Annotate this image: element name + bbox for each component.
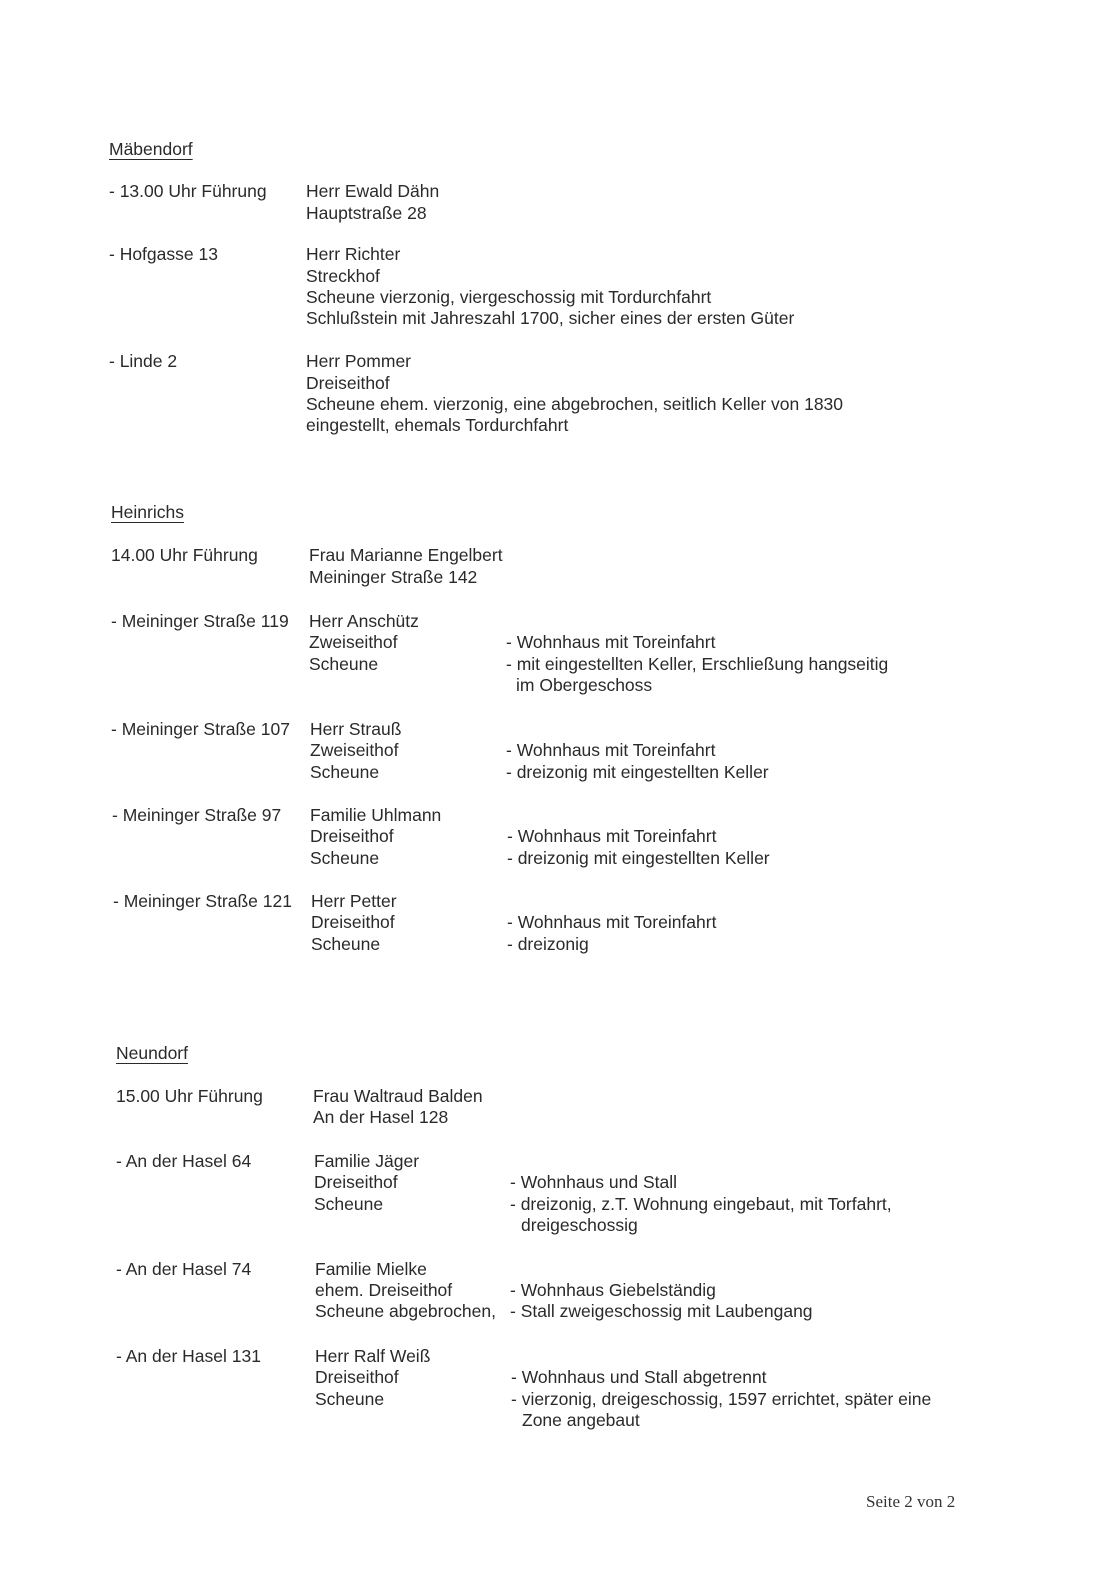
entry-note: - Wohnhaus mit Toreinfahrt bbox=[506, 740, 716, 760]
entry-line: Herr Ralf Weiß bbox=[315, 1346, 431, 1366]
section-heading-maebendorf: Mäbendorf bbox=[109, 139, 193, 159]
entry-label: - Hofgasse 13 bbox=[109, 244, 218, 264]
entry-line: Frau Marianne Engelbert bbox=[309, 545, 503, 565]
entry-note: - Wohnhaus mit Toreinfahrt bbox=[507, 912, 717, 932]
entry-line: Zweiseithof bbox=[310, 740, 399, 760]
entry-line: Familie Mielke bbox=[315, 1259, 427, 1279]
entry-note: - Wohnhaus mit Toreinfahrt bbox=[506, 632, 716, 652]
entry-line: Dreiseithof bbox=[315, 1367, 399, 1387]
section-heading-neundorf: Neundorf bbox=[116, 1043, 188, 1063]
entry-line: Frau Waltraud Balden bbox=[313, 1086, 483, 1106]
entry-label: - Linde 2 bbox=[109, 351, 178, 371]
entry-line: Schlußstein mit Jahreszahl 1700, sicher eines der ersten Güter bbox=[306, 308, 795, 328]
entry-line: Streckhof bbox=[306, 266, 380, 286]
entry-label: - Meininger Straße 97 bbox=[112, 805, 282, 825]
page-number: Seite 2 von 2 bbox=[866, 1492, 956, 1511]
entry-note: - Stall zweigeschossig mit Laubengang bbox=[510, 1301, 813, 1321]
entry-label: - An der Hasel 64 bbox=[116, 1151, 252, 1171]
entry-label: - Meininger Straße 119 bbox=[111, 611, 289, 631]
entry-line: Herr Petter bbox=[311, 891, 397, 911]
entry-note: - mit eingestellten Keller, Erschließung hangseitig bbox=[506, 654, 889, 674]
entry-line: An der Hasel 128 bbox=[313, 1107, 449, 1127]
entry-line: Herr Anschütz bbox=[309, 611, 419, 631]
entry-line: Familie Jäger bbox=[314, 1151, 420, 1171]
entry-note: - Wohnhaus und Stall abgetrennt bbox=[511, 1367, 767, 1387]
entry-note: dreigeschossig bbox=[521, 1215, 638, 1235]
entry-label: - An der Hasel 131 bbox=[116, 1346, 261, 1366]
entry-note: - vierzonig, dreigeschossig, 1597 errichtet, später eine bbox=[511, 1389, 932, 1409]
entry-line: Herr Richter bbox=[306, 244, 401, 264]
entry-label: - 13.00 Uhr Führung bbox=[109, 181, 267, 201]
section-heading-heinrichs: Heinrichs bbox=[111, 502, 184, 522]
entry-line: Dreiseithof bbox=[306, 373, 390, 393]
entry-line: eingestellt, ehemals Tordurchfahrt bbox=[306, 415, 569, 435]
entry-line: Scheune abgebrochen, bbox=[315, 1301, 496, 1321]
entry-note: - Wohnhaus Giebelständig bbox=[510, 1280, 716, 1300]
entry-line: Meininger Straße 142 bbox=[309, 567, 478, 587]
entry-line: Familie Uhlmann bbox=[310, 805, 442, 825]
entry-note: - dreizonig, z.T. Wohnung eingebaut, mit Torfahrt, bbox=[510, 1194, 892, 1214]
entry-label: 15.00 Uhr Führung bbox=[116, 1086, 263, 1106]
entry-note: - dreizonig bbox=[507, 934, 589, 954]
entry-line: Scheune bbox=[309, 654, 379, 674]
entry-line: Scheune ehem. vierzonig, eine abgebrochen, seitlich Keller von 1830 bbox=[306, 394, 844, 414]
entry-line: Scheune bbox=[310, 848, 380, 868]
entry-line: Scheune bbox=[315, 1389, 385, 1409]
entry-line: Scheune bbox=[314, 1194, 384, 1214]
entry-note: im Obergeschoss bbox=[516, 675, 653, 695]
entry-note: Zone angebaut bbox=[522, 1410, 640, 1430]
entry-line: Scheune bbox=[310, 762, 380, 782]
entry-note: - Wohnhaus und Stall bbox=[510, 1172, 678, 1192]
entry-label: 14.00 Uhr Führung bbox=[111, 545, 258, 565]
entry-line: Scheune vierzonig, viergeschossig mit Tordurchfahrt bbox=[306, 287, 712, 307]
entry-label: - Meininger Straße 121 bbox=[113, 891, 292, 911]
entry-line: ehem. Dreiseithof bbox=[315, 1280, 453, 1300]
entry-label: - Meininger Straße 107 bbox=[111, 719, 290, 739]
entry-note: - Wohnhaus mit Toreinfahrt bbox=[507, 826, 717, 846]
entry-line: Herr Ewald Dähn bbox=[306, 181, 440, 201]
entry-label: - An der Hasel 74 bbox=[116, 1259, 252, 1279]
entry-line: Herr Pommer bbox=[306, 351, 412, 371]
entry-line: Scheune bbox=[311, 934, 381, 954]
entry-line: Dreiseithof bbox=[314, 1172, 398, 1192]
entry-note: - dreizonig mit eingestellten Keller bbox=[506, 762, 769, 782]
entry-line: Dreiseithof bbox=[310, 826, 394, 846]
entry-note: - dreizonig mit eingestellten Keller bbox=[507, 848, 770, 868]
entry-line: Hauptstraße 28 bbox=[306, 203, 427, 223]
entry-line: Herr Strauß bbox=[310, 719, 402, 739]
entry-line: Dreiseithof bbox=[311, 912, 395, 932]
entry-line: Zweiseithof bbox=[309, 632, 398, 652]
